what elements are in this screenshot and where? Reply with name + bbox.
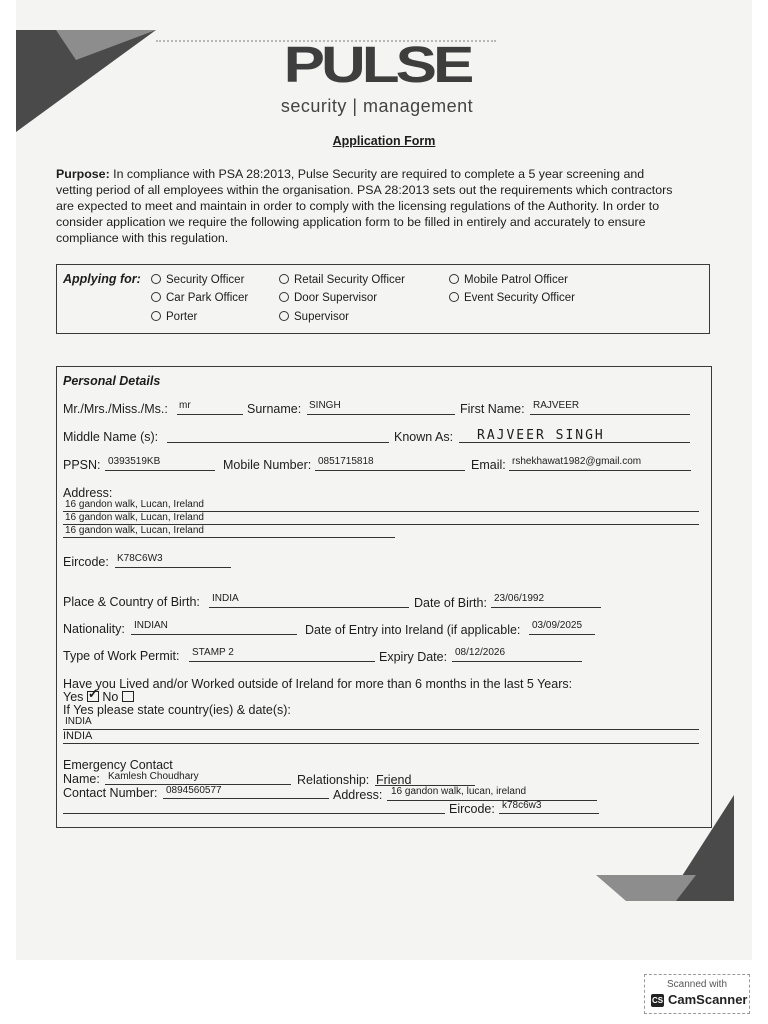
camscanner-name: CamScanner	[668, 992, 748, 1007]
brand-name: PULSE	[283, 36, 471, 94]
entry-date-label: Date of Entry into Ireland (if applicable:	[305, 623, 521, 637]
title-value: mr	[179, 400, 191, 411]
birth-place-field[interactable]	[209, 607, 409, 608]
emergency-eircode-label: Eircode:	[449, 802, 495, 816]
nationality-label: Nationality:	[63, 622, 125, 636]
middle-name-label: Middle Name (s):	[63, 430, 159, 444]
first-name-field[interactable]	[530, 414, 690, 415]
eircode-field[interactable]	[115, 567, 231, 568]
option-retail-security-officer[interactable]	[279, 274, 405, 286]
address-label: Address:	[63, 486, 113, 500]
option-car-park-officer[interactable]	[151, 292, 248, 304]
option-label: Porter	[166, 311, 198, 323]
option-label: Retail Security Officer	[294, 274, 405, 286]
title-label: Mr./Mrs./Miss./Ms.:	[63, 402, 168, 416]
radio-icon[interactable]	[151, 311, 161, 321]
birth-place-value: INDIA	[212, 593, 239, 604]
option-supervisor[interactable]	[279, 311, 349, 323]
emergency-name-value: Kamlesh Choudhary	[108, 771, 199, 782]
abroad-line-2: INDIA	[63, 730, 93, 742]
first-name-value: RAJVEER	[533, 400, 580, 411]
purpose-paragraph	[56, 166, 682, 246]
option-label: Door Supervisor	[294, 292, 378, 304]
nationality-value: INDIAN	[134, 620, 168, 631]
radio-icon[interactable]	[279, 292, 289, 302]
entry-date-value: 03/09/2025	[532, 620, 583, 631]
emergency-address-value: 16 gandon walk, lucan, ireland	[391, 786, 527, 797]
emergency-address-field-2[interactable]	[63, 813, 445, 814]
address-field-3[interactable]	[63, 537, 395, 538]
radio-icon[interactable]	[151, 274, 161, 284]
emergency-title: Emergency Contact	[63, 758, 173, 772]
known-as-value: RAJVEER SINGH	[477, 428, 605, 443]
scanned-with-text: Scanned with	[666, 979, 728, 990]
applying-for-label: Applying for:	[63, 272, 141, 286]
relationship-label: Relationship:	[297, 773, 370, 787]
yes-label: Yes	[63, 690, 84, 704]
ppsn-value: 0393519KB	[108, 456, 161, 467]
emergency-name-label: Name:	[63, 772, 100, 786]
radio-icon[interactable]	[449, 274, 459, 284]
option-event-security-officer[interactable]	[449, 292, 575, 304]
radio-icon[interactable]	[279, 311, 289, 321]
personal-details-title: Personal Details	[63, 374, 161, 388]
eircode-label: Eircode:	[63, 555, 109, 569]
option-label: Mobile Patrol Officer	[464, 274, 568, 286]
abroad-field-2[interactable]	[63, 743, 699, 744]
mobile-field[interactable]	[315, 470, 465, 471]
scanned-page	[16, 0, 752, 960]
expiry-field[interactable]	[452, 661, 582, 662]
dob-value: 23/06/1992	[494, 593, 545, 604]
option-door-supervisor[interactable]	[279, 292, 377, 304]
expiry-value: 08/12/2026	[455, 647, 506, 658]
radio-icon[interactable]	[279, 274, 289, 284]
abroad-line-1: INDIA	[65, 716, 92, 727]
birth-place-label: Place & Country of Birth:	[63, 595, 200, 609]
permit-field[interactable]	[189, 661, 375, 662]
surname-label: Surname:	[247, 402, 302, 416]
lived-abroad-question: Have you Lived and/or Worked outside of Ireland for more than 6 months in the last 5 Years:	[63, 677, 573, 691]
purpose-text: In compliance with PSA 28:2013, Pulse Security are required to complete a 5 year screening and vetting period of all employees within the organisation. PSA 28:2013 sets out the requirements which contractors are expected to meet and maintain in order to comply with the licensing regulations of the Authority. In order to consider application we require the following application form to be filled in entirely and accurately to ensure compliance with this regulation.	[56, 167, 673, 245]
option-security-officer[interactable]	[151, 274, 244, 286]
email-value: rshekhawat1982@gmail.com	[512, 456, 642, 467]
address-line-3: 16 gandon walk, Lucan, Ireland	[65, 525, 204, 536]
contact-number-field[interactable]	[163, 798, 329, 799]
email-field[interactable]	[509, 470, 691, 471]
radio-icon[interactable]	[449, 292, 459, 302]
option-label: Car Park Officer	[166, 292, 249, 304]
corner-graphic-top-left	[16, 30, 156, 135]
ppsn-field[interactable]	[105, 470, 215, 471]
ppsn-label: PPSN:	[63, 458, 101, 472]
no-checkbox[interactable]	[122, 691, 134, 702]
contact-number-value: 0894560577	[166, 785, 222, 796]
known-as-label: Known As:	[394, 430, 454, 444]
contact-number-label: Contact Number:	[63, 786, 158, 800]
yes-checkbox[interactable]	[87, 691, 99, 702]
address-line-1: 16 gandon walk, Lucan, Ireland	[65, 499, 204, 510]
camscanner-badge	[644, 974, 750, 1014]
lived-abroad-answer-row	[63, 690, 134, 704]
option-label: Supervisor	[294, 311, 349, 323]
option-label: Event Security Officer	[464, 292, 575, 304]
option-label: Security Officer	[166, 274, 245, 286]
no-label: No	[102, 690, 119, 704]
mobile-value: 0851715818	[318, 456, 374, 467]
radio-icon[interactable]	[151, 292, 161, 302]
brand-logo	[272, 36, 482, 117]
expiry-label: Expiry Date:	[379, 650, 448, 664]
abroad-prompt: If Yes please state country(ies) & date(s):	[63, 703, 291, 717]
emergency-eircode-field[interactable]	[499, 813, 599, 814]
relationship-value: Friend	[376, 773, 412, 787]
emergency-address-field[interactable]	[387, 800, 597, 801]
emergency-eircode-value: k78c6w3	[502, 800, 542, 811]
camscanner-logo-icon: CS	[651, 996, 664, 1005]
surname-field[interactable]	[307, 414, 455, 415]
nationality-field[interactable]	[131, 634, 297, 635]
corner-graphic-bottom-right	[596, 795, 736, 905]
purpose-label: Purpose:	[56, 167, 110, 181]
entry-date-field[interactable]	[529, 634, 595, 635]
mobile-label: Mobile Number:	[223, 458, 312, 472]
personal-details-section	[56, 366, 712, 828]
middle-name-field[interactable]	[167, 442, 389, 443]
dob-label: Date of Birth:	[414, 596, 487, 610]
dob-field[interactable]	[491, 607, 601, 608]
surname-value: SINGH	[309, 400, 341, 411]
abroad-field-1[interactable]	[63, 729, 699, 730]
eircode-value: K78C6W3	[117, 553, 163, 564]
brand-tagline: security | management	[280, 96, 474, 116]
option-mobile-patrol-officer[interactable]	[449, 274, 568, 286]
first-name-label: First Name:	[460, 402, 525, 416]
option-porter[interactable]	[151, 311, 197, 323]
permit-value: STAMP 2	[192, 647, 234, 658]
emergency-address-label: Address:	[333, 788, 383, 802]
applying-for-section	[56, 264, 710, 334]
email-label: Email:	[471, 458, 506, 472]
title-field[interactable]	[177, 414, 243, 415]
address-line-2: 16 gandon walk, Lucan, Ireland	[65, 512, 204, 523]
form-title: Application Form	[332, 134, 436, 148]
permit-label: Type of Work Permit:	[63, 649, 180, 663]
